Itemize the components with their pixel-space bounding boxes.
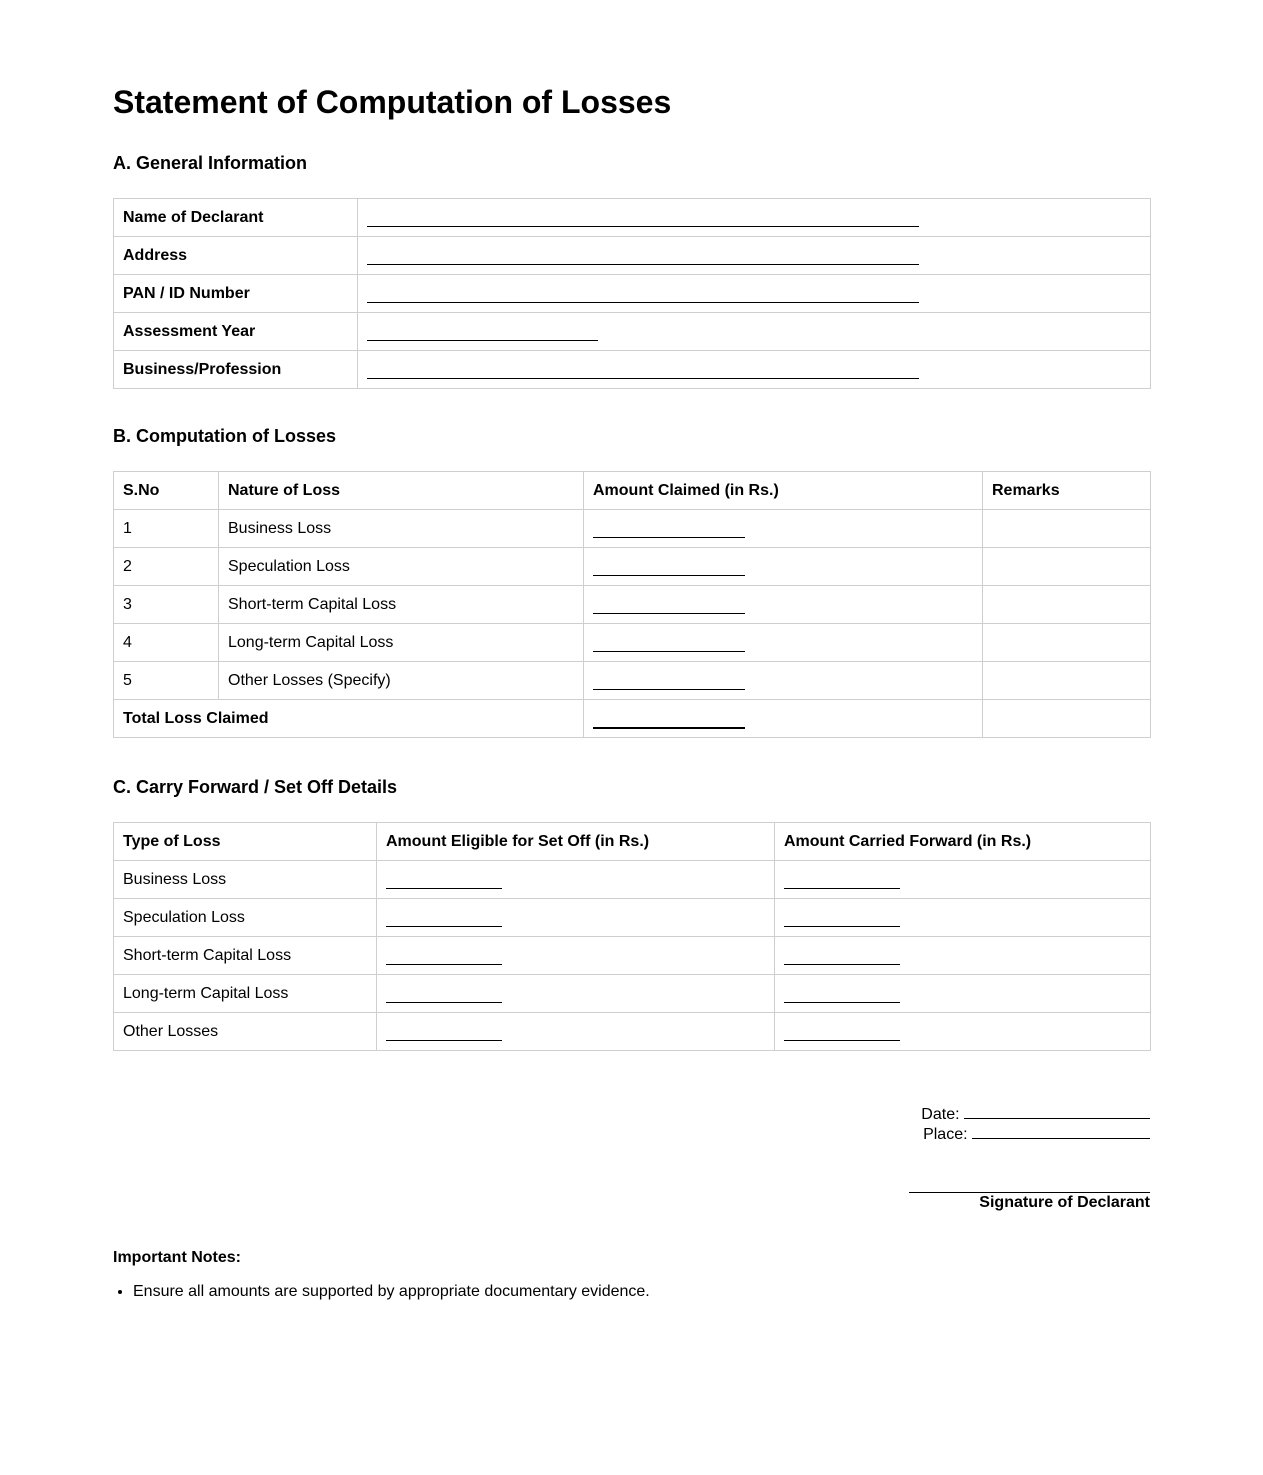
column-header: Amount Claimed (in Rs.) <box>584 472 983 510</box>
field-label: PAN / ID Number <box>114 275 358 313</box>
carried-forward-amount-field[interactable] <box>775 861 1151 899</box>
place-line <box>921 1124 1150 1144</box>
serial-number: 3 <box>114 586 219 624</box>
assessment-year-field[interactable] <box>358 313 1151 351</box>
computation-table <box>113 471 1151 738</box>
loss-nature: Long-term Capital Loss <box>219 624 584 662</box>
total-label: Total Loss Claimed <box>114 700 584 738</box>
set-off-amount-field[interactable] <box>377 861 775 899</box>
loss-type: Other Losses <box>114 1013 377 1051</box>
column-header: Amount Carried Forward (in Rs.) <box>775 823 1151 861</box>
table-row <box>114 586 1151 624</box>
table-row <box>114 624 1151 662</box>
loss-type: Business Loss <box>114 861 377 899</box>
place-field[interactable] <box>972 1124 1150 1139</box>
notes-title: Important Notes: <box>113 1249 241 1266</box>
table-row <box>114 313 1151 351</box>
date-label: Date: <box>921 1106 960 1123</box>
page-title: Statement of Computation of Losses <box>113 84 672 120</box>
date-line <box>921 1104 1150 1124</box>
set-off-amount-field[interactable] <box>377 1013 775 1051</box>
section-c-title: C. Carry Forward / Set Off Details <box>113 777 398 797</box>
notes-list <box>113 1283 650 1305</box>
pan-id-field[interactable] <box>358 275 1151 313</box>
column-header: Remarks <box>983 472 1151 510</box>
table-row <box>114 1013 1151 1051</box>
signature-line[interactable] <box>909 1192 1150 1193</box>
loss-nature: Short-term Capital Loss <box>219 586 584 624</box>
table-row <box>114 351 1151 389</box>
table-row <box>114 899 1151 937</box>
remarks-field[interactable] <box>983 510 1151 548</box>
section-b-title: B. Computation of Losses <box>113 426 337 446</box>
field-label: Name of Declarant <box>114 199 358 237</box>
table-row <box>114 275 1151 313</box>
set-off-amount-field[interactable] <box>377 937 775 975</box>
total-row <box>114 700 1151 738</box>
signature-label: Signature of Declarant <box>979 1194 1150 1211</box>
amount-claimed-field[interactable] <box>584 586 983 624</box>
remarks-field[interactable] <box>983 624 1151 662</box>
set-off-amount-field[interactable] <box>377 975 775 1013</box>
table-row <box>114 199 1151 237</box>
loss-type: Short-term Capital Loss <box>114 937 377 975</box>
table-row <box>114 937 1151 975</box>
amount-claimed-field[interactable] <box>584 624 983 662</box>
place-label: Place: <box>923 1126 968 1143</box>
loss-nature: Other Losses (Specify) <box>219 662 584 700</box>
table-row <box>114 861 1151 899</box>
loss-type: Speculation Loss <box>114 899 377 937</box>
set-off-amount-field[interactable] <box>377 899 775 937</box>
serial-number: 2 <box>114 548 219 586</box>
field-label: Address <box>114 237 358 275</box>
carried-forward-amount-field[interactable] <box>775 899 1151 937</box>
amount-claimed-field[interactable] <box>584 662 983 700</box>
serial-number: 4 <box>114 624 219 662</box>
loss-nature: Speculation Loss <box>219 548 584 586</box>
general-info-table <box>113 198 1151 389</box>
column-header: Type of Loss <box>114 823 377 861</box>
carried-forward-amount-field[interactable] <box>775 1013 1151 1051</box>
column-header: Nature of Loss <box>219 472 584 510</box>
date-place-block <box>921 1104 1150 1144</box>
carry-forward-table <box>113 822 1151 1051</box>
column-header: Amount Eligible for Set Off (in Rs.) <box>377 823 775 861</box>
declarant-name-field[interactable] <box>358 199 1151 237</box>
serial-number: 1 <box>114 510 219 548</box>
remarks-field[interactable] <box>983 662 1151 700</box>
table-header-row <box>114 472 1151 510</box>
table-row <box>114 975 1151 1013</box>
total-remarks-field[interactable] <box>983 700 1151 738</box>
business-profession-field[interactable] <box>358 351 1151 389</box>
field-label: Assessment Year <box>114 313 358 351</box>
amount-claimed-field[interactable] <box>584 548 983 586</box>
remarks-field[interactable] <box>983 586 1151 624</box>
address-field[interactable] <box>358 237 1151 275</box>
table-row <box>114 662 1151 700</box>
carried-forward-amount-field[interactable] <box>775 937 1151 975</box>
carried-forward-amount-field[interactable] <box>775 975 1151 1013</box>
section-a-title: A. General Information <box>113 153 308 173</box>
amount-claimed-field[interactable] <box>584 510 983 548</box>
table-header-row <box>114 823 1151 861</box>
total-amount-field[interactable] <box>584 700 983 738</box>
field-label: Business/Profession <box>114 351 358 389</box>
date-field[interactable] <box>964 1104 1150 1119</box>
loss-type: Long-term Capital Loss <box>114 975 377 1013</box>
table-row <box>114 237 1151 275</box>
table-row <box>114 510 1151 548</box>
remarks-field[interactable] <box>983 548 1151 586</box>
table-row <box>114 548 1151 586</box>
column-header: S.No <box>114 472 219 510</box>
serial-number: 5 <box>114 662 219 700</box>
list-item: • Ensure all amounts are supported by appropriate documentary evidence. <box>133 1283 650 1301</box>
loss-nature: Business Loss <box>219 510 584 548</box>
